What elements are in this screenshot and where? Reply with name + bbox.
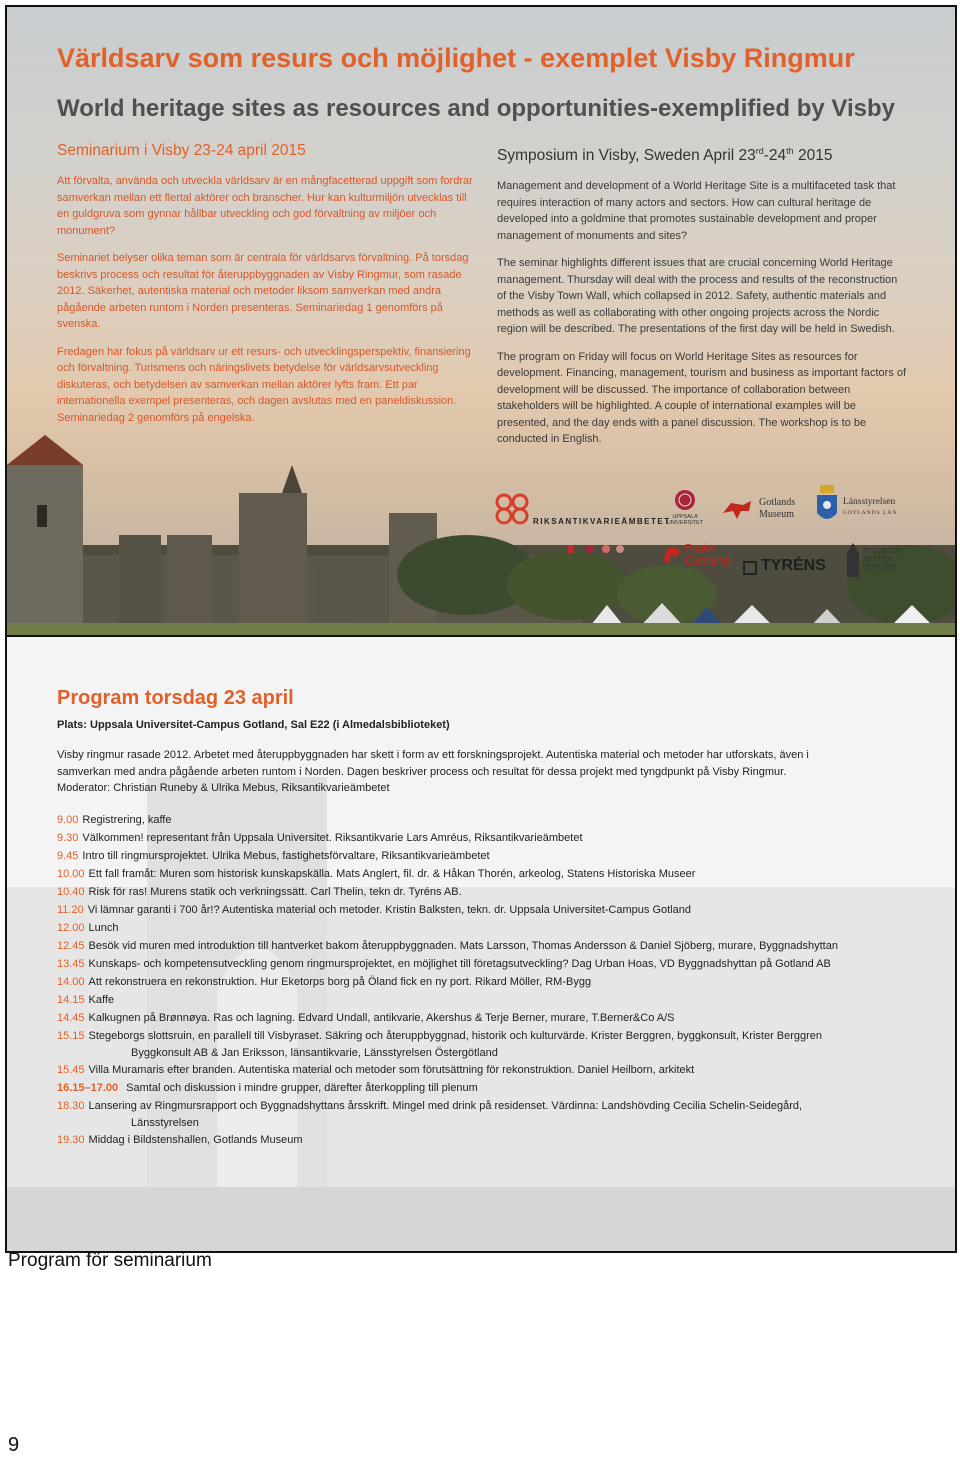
byggnadshyttan-logo — [845, 543, 902, 580]
english-paragraph: The seminar highlights different issues that are crucial concerning World Heritage management. Thursday will deal with the process and results of the reconstruction of the Visby Town Wall, which collapsed in 2012. Safety, authentic materials and methods as well as collaborating with other ongoing projects across the Nordic region will be described. The presentations of the first day will be held in Swedish. — [497, 257, 898, 336]
schedule-time: 10.40 — [57, 885, 85, 898]
gotlands-museum-name-2: Museum — [759, 509, 794, 520]
region-name-2: Gotland — [685, 553, 731, 568]
uppsala-name-1: UPPSALA — [672, 514, 698, 520]
tyrens-logo — [743, 557, 826, 578]
program-moderator: Moderator: Christian Runeby & Ulrika Mebus, Riksantikvarieämbetet — [57, 782, 390, 794]
byggnadshyttan-name-2: HYTTAN — [863, 555, 892, 563]
schedule-text: Lansering av Ringmursrapport och Byggnadshyttans årsskrift. Mingel med drink på residenset. Värdinna: Landshövding Cecilia Schelin-Seidegård, — [88, 1099, 803, 1112]
raa-emblem-icon — [495, 493, 529, 525]
uppsala-seal-icon — [674, 489, 696, 511]
schedule-text: Kunskaps- och kompetensutveckling genom ringmursprojektet, en möjlighet till företagsutveckling? Dag Urban Hoas, VD Byggnadshyttan på Gotland AB — [88, 957, 831, 970]
region-gotland-logo — [661, 543, 731, 568]
schedule-time: 9.00 — [57, 813, 79, 826]
swedish-paragraph: Fredagen har fokus på världsarv ur ett resurs- och utvecklingsperspektiv, finansiering och förvaltning. Turismens och näringslivets betydelse för världsarvsutveckling diskuteras, och betydelsen av samverkan mellan aktörer lyfts fram. Ett par internationella exempel presenteras, och dagen avslutas med en paneldiskussion. Seminariedag 2 genomförs på engelska. — [57, 345, 471, 424]
schedule-item — [57, 865, 937, 883]
riksantikvarieambetet-logo — [495, 493, 671, 528]
gotlands-museum-name-1: Gotlands — [759, 497, 796, 508]
page-number: 9 — [8, 1434, 20, 1456]
schedule-text: Villa Muramaris efter branden. Autentiska material och metoder som förutsättning för rekonstruktion. Daniel Heilborn, arkitekt — [88, 1063, 695, 1076]
schedule-item — [57, 811, 937, 829]
seminar-poster — [5, 5, 957, 637]
raa-name: RIKSANTIKVARIEÄMBETET — [533, 517, 671, 526]
schedule-text-continued: Länsstyrelsen — [131, 1116, 199, 1129]
small-partner-icons — [568, 543, 628, 557]
schedule-item — [57, 1027, 937, 1045]
english-heading-main: Symposium in Visby, Sweden April 23 — [497, 147, 756, 165]
byggnadshyttan-name-3: GOTLAND — [863, 563, 897, 571]
schedule-text: Vi lämnar garanti i 700 år!? Autentiska material och metoder. Kristin Balksten, tekn. dr. Uppsala Universitet-Campus Gotland — [87, 903, 691, 916]
poster-title-sv: Världsarv som resurs och möjlighet - exemplet Visby Ringmur — [57, 43, 855, 73]
schedule-text: Kaffe — [88, 993, 115, 1006]
schedule-time: 19.30 — [57, 1133, 85, 1146]
english-heading-mid: -24 — [763, 147, 787, 165]
schedule-time: 13.45 — [57, 957, 85, 970]
schedule-item-continuation — [57, 1045, 937, 1061]
schedule-time: 15.45 — [57, 1063, 85, 1076]
schedule-text: Välkommen! representant från Uppsala Universitet. Riksantikvarie Lars Amréus, Riksantikvarieämbetet — [82, 831, 583, 844]
swedish-column — [57, 141, 477, 437]
partner-small-logos — [568, 543, 628, 560]
swedish-paragraph: Att förvalta, använda och utveckla världsarv är en mångfacetterad uppgift som fordrar samverkan mellan ett flertal aktörer och branscher. Hur kan kulturmiljön utvecklas till en guldgruva som gynnar hållbar utveckling och god förvaltning av miljöer och monument? — [57, 175, 473, 237]
schedule-item — [57, 847, 937, 865]
lansstyrelsen-logo — [815, 485, 898, 528]
gotlands-museum-logo — [721, 497, 796, 524]
schedule-time: 15.15 — [57, 1029, 85, 1042]
schedule-time: 14.15 — [57, 993, 85, 1006]
schedule-item — [57, 973, 937, 991]
program-panel — [5, 635, 957, 1253]
swedish-heading: Seminarium i Visby 23-24 april 2015 — [57, 142, 306, 159]
schedule-time: 11.20 — [57, 903, 84, 916]
sponsor-logos — [493, 485, 913, 585]
english-heading-sup-th: th — [786, 146, 794, 156]
schedule-item-continuation — [57, 1115, 937, 1131]
region-ram-icon — [661, 543, 683, 565]
poster-title-en: World heritage sites as resources and opportunities-exemplified by Visby — [57, 95, 896, 122]
english-heading-sup-rd: rd — [755, 146, 764, 156]
lansstyrelsen-name-1: Länsstyrelsen — [843, 497, 896, 507]
schedule-time: 12.00 — [57, 921, 85, 934]
schedule-item — [57, 1009, 937, 1027]
schedule-text: Middag i Bildstenshallen, Gotlands Museum — [88, 1133, 303, 1146]
schedule-item — [57, 1079, 937, 1097]
schedule-time: 9.30 — [57, 831, 79, 844]
english-heading — [497, 141, 907, 166]
swedish-paragraph: Seminariet belyser olika teman som är centrala för världsarvs förvaltning. På torsdag beskrivs process och resultat för återuppbyggnaden av Visby Ringmur, som rasade 2012. Säkerhet, autentiska material och metoder liksom samverkan med andra pågående arbeten runtom i Norden presenteras. Seminariedag 1 genomförs på svenska. — [57, 252, 469, 330]
schedule-text: Stegeborgs slottsruin, en parallell till Visbyraset. Säkring och återuppbyggnad, historik och kulturvärde. Krister Berggren, byggkonsult, Krister Berggren — [88, 1029, 823, 1042]
program-place: Plats: Uppsala Universitet-Campus Gotland, Sal E22 (i Almedalsbiblioteket) — [57, 719, 450, 731]
schedule-item — [57, 829, 937, 847]
schedule-item — [57, 1061, 937, 1079]
poster-content — [7, 7, 955, 635]
schedule-list — [57, 811, 937, 1149]
schedule-text: Att rekonstruera en rekonstruktion. Hur Eketorps borg på Öland fick en ny port. Rikard Möller, RM-Bygg — [88, 975, 592, 988]
uppsala-name-2: UNIVERSITET — [666, 520, 704, 526]
schedule-text: Lunch — [88, 921, 119, 934]
schedule-time: 16.15–17.00 — [57, 1081, 119, 1094]
english-column — [497, 141, 907, 459]
schedule-item — [57, 1097, 937, 1115]
schedule-time: 18.30 — [57, 1099, 85, 1112]
schedule-time: 12.45 — [57, 939, 85, 952]
tower-icon — [845, 543, 861, 577]
schedule-text: Registrering, kaffe — [82, 813, 172, 826]
uppsala-universitet-logo — [665, 489, 705, 526]
tyrens-icon — [743, 561, 757, 575]
coat-of-arms-icon — [815, 485, 839, 525]
lansstyrelsen-name-2: GOTLANDS LÄN — [843, 510, 898, 516]
schedule-text-continued: Byggkonsult AB & Jan Eriksson, länsantikvarie, Länsstyrelsen Östergötland — [131, 1046, 498, 1059]
program-title: Program torsdag 23 april — [57, 687, 294, 709]
ram-icon — [721, 499, 755, 521]
schedule-text: Intro till ringmursprojektet. Ulrika Mebus, fastighetsförvaltare, Riksantikvarieämbetet — [82, 849, 490, 862]
program-intro-line: Visby ringmur rasade 2012. Arbetet med återuppbyggnaden har skett i form av ett forskningsprojekt. Autentiska material och metoder har utforskats, även i — [57, 749, 809, 761]
schedule-time: 14.00 — [57, 975, 85, 988]
program-intro-line: samverkan med andra pågående arbeten runtom i Norden. Dagen beskriver process och resultat för dessa projekt med tyngdpunkt på Visby Ringmur. — [57, 765, 787, 778]
english-heading-end: 2015 — [793, 147, 833, 165]
english-paragraph: Management and development of a World Heritage Site is a multifaceted task that requires interaction of many actors and sectors. How can cultural heritage de developed into a goldmine that promotes sustainable development and proper management of monuments and sites? — [497, 180, 896, 242]
schedule-item — [57, 1131, 937, 1149]
schedule-item — [57, 955, 937, 973]
schedule-text: Besök vid muren med introduktion till hantverket bakom återuppbyggnaden. Mats Larsson, Thomas Andersson & Daniel Sjöberg, murare, Byggnadshyttan — [88, 939, 838, 952]
schedule-item — [57, 901, 937, 919]
schedule-text: Risk för ras! Murens statik och verkningssätt. Carl Thelin, tekn dr. Tyréns AB. — [88, 885, 462, 898]
schedule-item — [57, 991, 937, 1009]
schedule-item — [57, 883, 937, 901]
program-content — [57, 687, 937, 1149]
schedule-text: Ett fall framåt: Muren som historisk kunskapskälla. Mats Anglert, fil. dr. & Håkan Thorén, arkeolog, Statens Historiska Museer — [88, 867, 696, 880]
schedule-item — [57, 919, 937, 937]
program-intro — [57, 747, 937, 797]
figure-caption: Program för seminarium — [8, 1250, 212, 1271]
schedule-text: Samtal och diskussion i mindre grupper, därefter återkoppling till plenum — [126, 1081, 478, 1094]
tyrens-name: TYRÉNS — [761, 557, 826, 574]
schedule-item — [57, 937, 937, 955]
english-paragraph: The program on Friday will focus on World Heritage Sites as resources for development. Financing, management, tourism and business as important factors of development will be discussed. The importance of collaboration between stakeholders will be highlighted. A couple of international examples will be presented, and the day ends with a panel discussion. The workshop is to be conducted in English. — [497, 350, 907, 446]
schedule-time: 14.45 — [57, 1011, 85, 1024]
byggnadshyttan-name-1: BYGGNADS — [863, 547, 902, 555]
schedule-time: 10.00 — [57, 867, 85, 880]
schedule-text: Kalkugnen på Brønnøya. Ras och lagning. Edvard Undall, antikvarie, Akershus & Terje Berner, murare, T.Berner&Co A/S — [88, 1011, 675, 1024]
region-name-1: Region — [685, 543, 717, 554]
schedule-time: 9.45 — [57, 849, 79, 862]
